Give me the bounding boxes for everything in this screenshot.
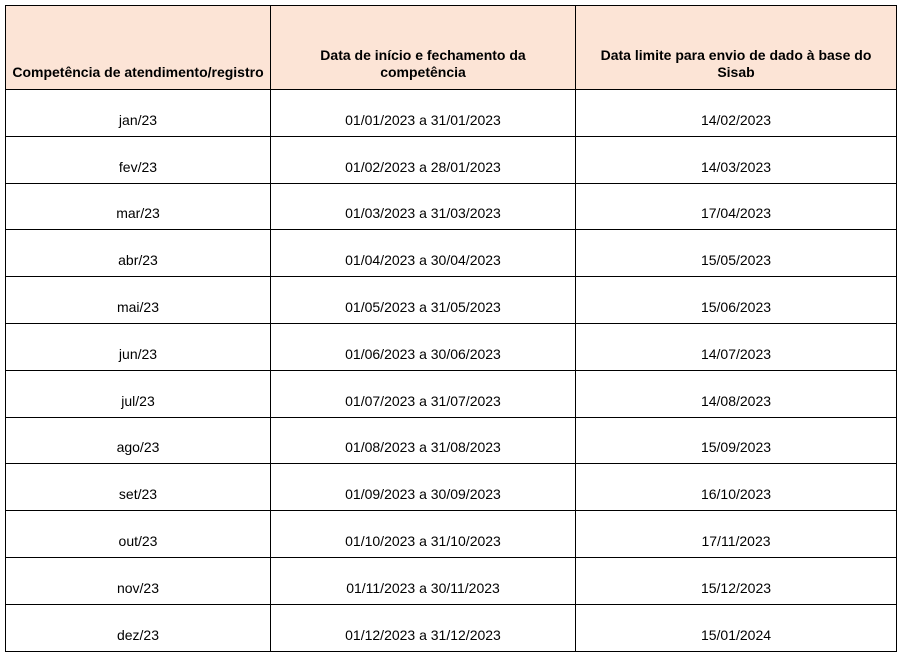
cell-data-limite: 17/04/2023 bbox=[576, 183, 897, 230]
cell-data-limite: 15/12/2023 bbox=[576, 557, 897, 604]
cell-periodo: 01/10/2023 a 31/10/2023 bbox=[271, 511, 576, 558]
cell-data-limite: 17/11/2023 bbox=[576, 511, 897, 558]
cell-data-limite: 15/09/2023 bbox=[576, 417, 897, 464]
table-row bbox=[6, 323, 897, 370]
table-row bbox=[6, 557, 897, 604]
cell-competencia: jan/23 bbox=[6, 90, 271, 137]
cell-periodo: 01/05/2023 a 31/05/2023 bbox=[271, 277, 576, 324]
table-row bbox=[6, 370, 897, 417]
cell-periodo: 01/07/2023 a 31/07/2023 bbox=[271, 370, 576, 417]
cell-data-limite: 14/03/2023 bbox=[576, 136, 897, 183]
table-header bbox=[6, 6, 897, 90]
table-row bbox=[6, 90, 897, 137]
cell-data-limite: 14/08/2023 bbox=[576, 370, 897, 417]
cell-data-limite: 16/10/2023 bbox=[576, 464, 897, 511]
table-body bbox=[6, 90, 897, 652]
table-row bbox=[6, 277, 897, 324]
cell-competencia: fev/23 bbox=[6, 136, 271, 183]
cell-periodo: 01/11/2023 a 30/11/2023 bbox=[271, 557, 576, 604]
cell-competencia: mai/23 bbox=[6, 277, 271, 324]
header-competencia: Competência de atendimento/registro bbox=[6, 6, 271, 90]
table-row bbox=[6, 511, 897, 558]
cell-periodo: 01/03/2023 a 31/03/2023 bbox=[271, 183, 576, 230]
cell-data-limite: 14/07/2023 bbox=[576, 323, 897, 370]
header-row bbox=[6, 6, 897, 90]
cell-competencia: set/23 bbox=[6, 464, 271, 511]
cell-data-limite: 15/05/2023 bbox=[576, 230, 897, 277]
cell-data-limite: 15/06/2023 bbox=[576, 277, 897, 324]
cell-periodo: 01/09/2023 a 30/09/2023 bbox=[271, 464, 576, 511]
table-row bbox=[6, 464, 897, 511]
table-row bbox=[6, 417, 897, 464]
cell-competencia: mar/23 bbox=[6, 183, 271, 230]
cell-data-limite: 15/01/2024 bbox=[576, 604, 897, 651]
cell-periodo: 01/08/2023 a 31/08/2023 bbox=[271, 417, 576, 464]
table-row bbox=[6, 183, 897, 230]
cell-data-limite: 14/02/2023 bbox=[576, 90, 897, 137]
cell-periodo: 01/02/2023 a 28/01/2023 bbox=[271, 136, 576, 183]
cell-competencia: ago/23 bbox=[6, 417, 271, 464]
cell-competencia: out/23 bbox=[6, 511, 271, 558]
header-data-inicio-fechamento: Data de início e fechamento da competência bbox=[271, 6, 576, 90]
cell-periodo: 01/01/2023 a 31/01/2023 bbox=[271, 90, 576, 137]
cell-periodo: 01/06/2023 a 30/06/2023 bbox=[271, 323, 576, 370]
cell-competencia: jul/23 bbox=[6, 370, 271, 417]
document-page bbox=[5, 5, 897, 652]
table-row bbox=[6, 230, 897, 277]
header-data-limite-envio: Data limite para envio de dado à base do Sisab bbox=[576, 6, 897, 90]
cell-competencia: jun/23 bbox=[6, 323, 271, 370]
cell-competencia: abr/23 bbox=[6, 230, 271, 277]
table-row bbox=[6, 136, 897, 183]
cell-periodo: 01/04/2023 a 30/04/2023 bbox=[271, 230, 576, 277]
table-row bbox=[6, 604, 897, 651]
cell-competencia: nov/23 bbox=[6, 557, 271, 604]
cell-competencia: dez/23 bbox=[6, 604, 271, 651]
competence-schedule-table bbox=[5, 5, 897, 652]
cell-periodo: 01/12/2023 a 31/12/2023 bbox=[271, 604, 576, 651]
